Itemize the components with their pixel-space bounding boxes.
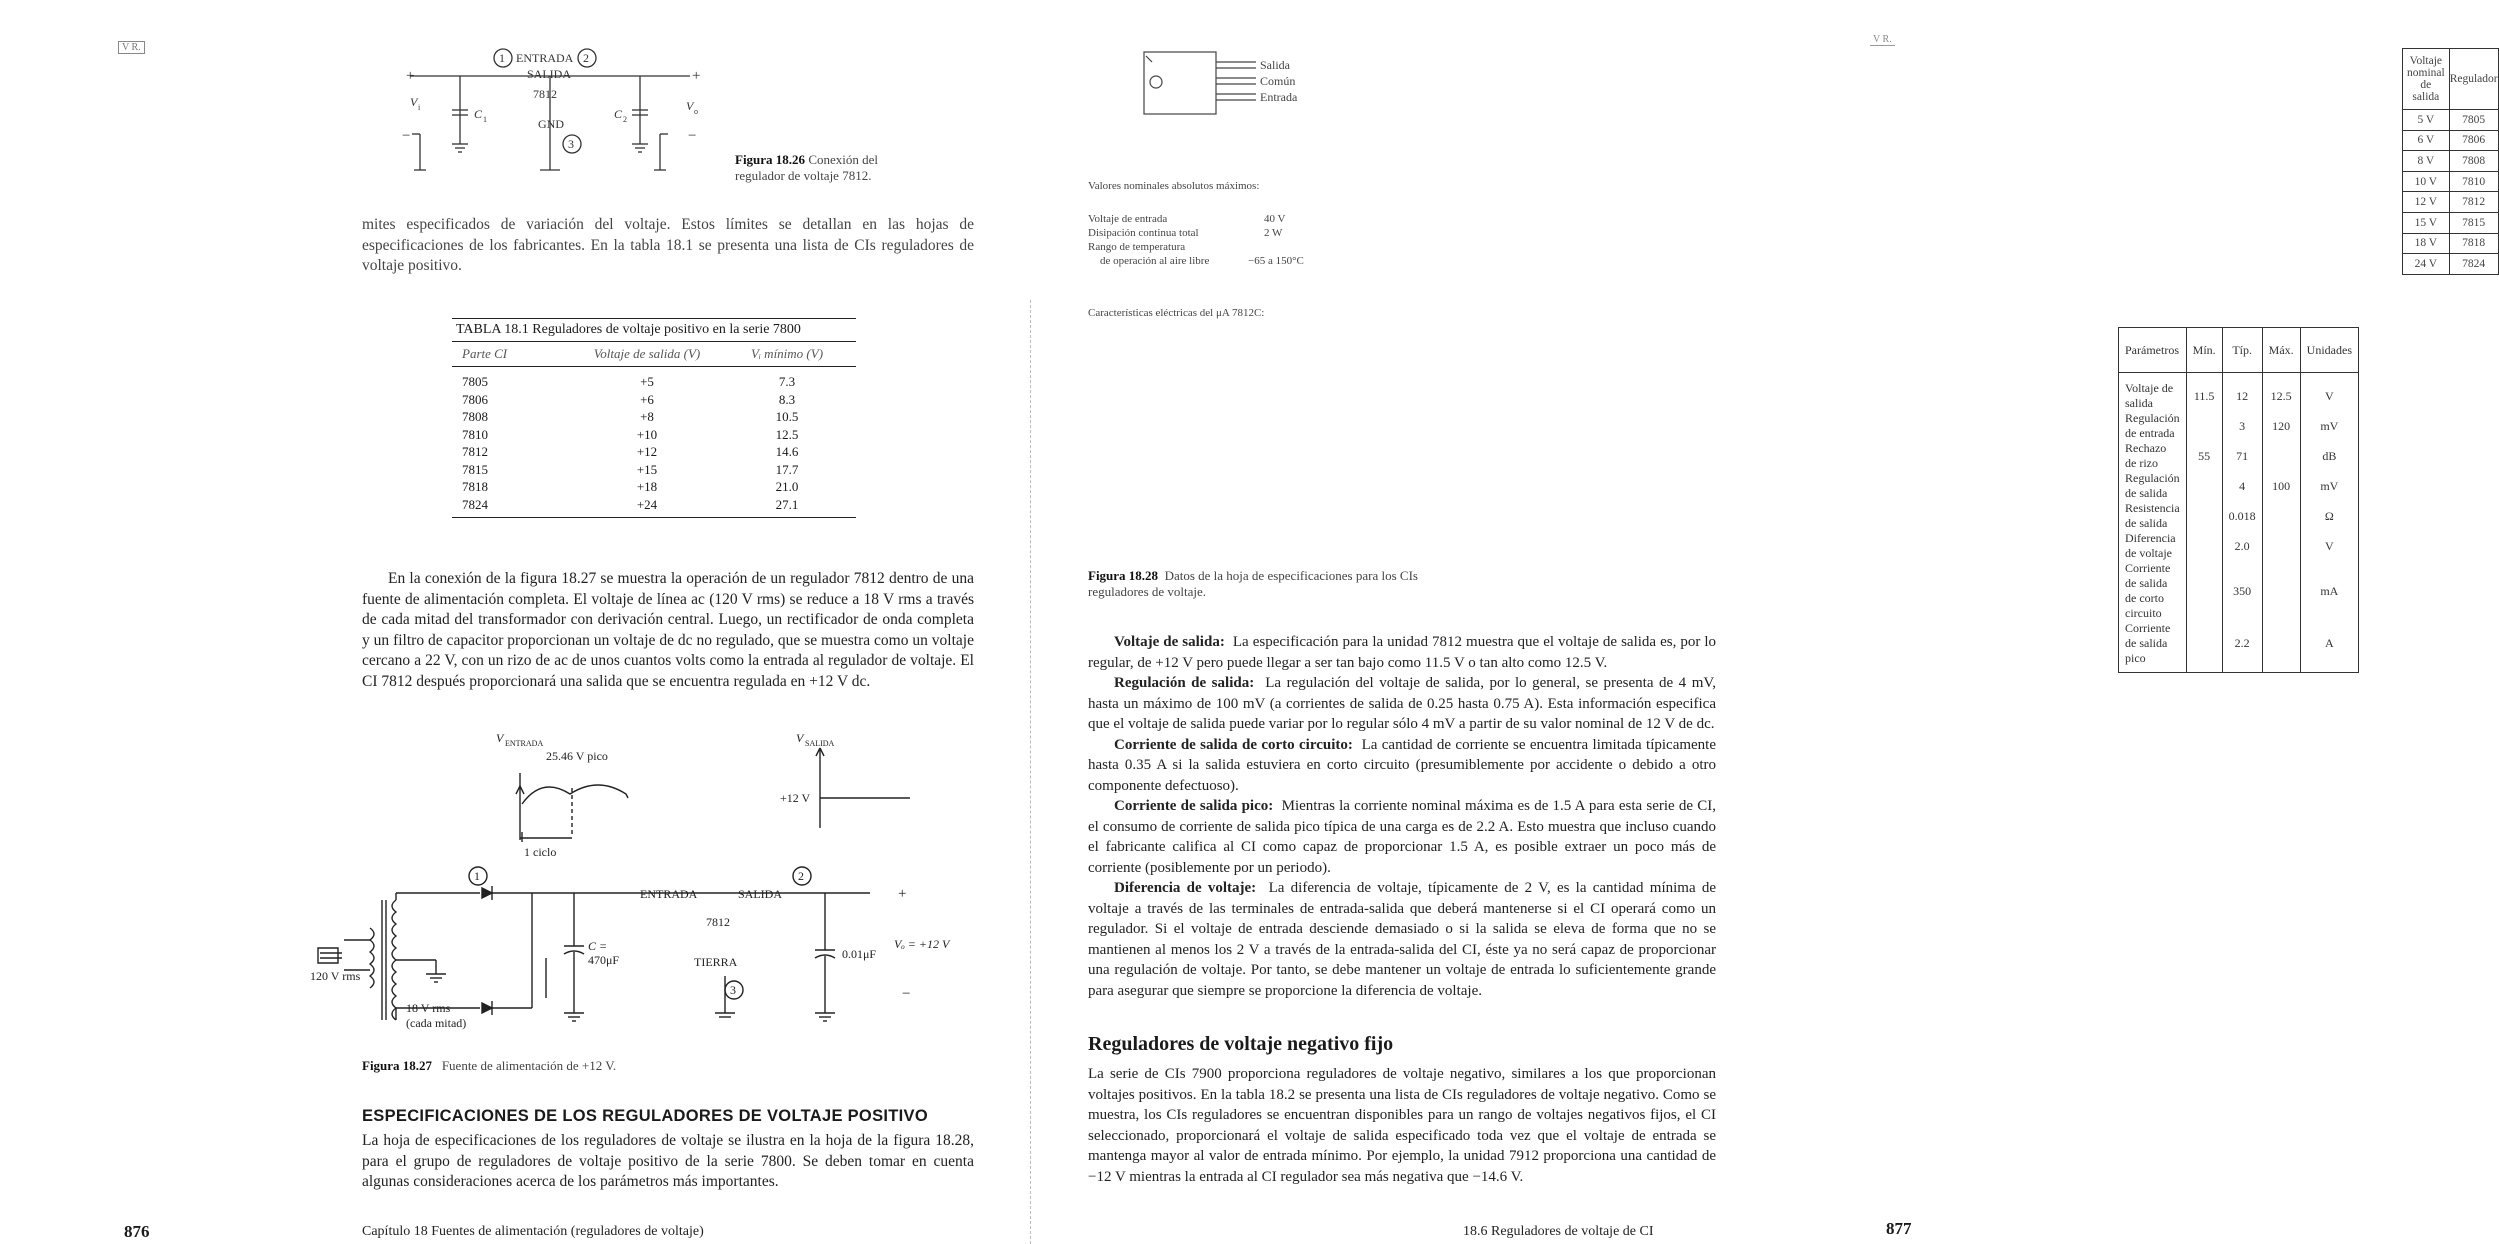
max-rating-row <box>1088 240 1338 254</box>
table-cell: 7818 <box>462 479 488 494</box>
table-header-row <box>2403 49 2499 110</box>
max-rating-label: Disipación continua total <box>1088 227 1199 239</box>
fig28-caption-text-2: reguladores de voltaje. <box>1088 584 1207 599</box>
table-cell: 12 V <box>2403 192 2450 213</box>
paragraph-fig-1827-description: En la conexión de la figura 18.27 se muestra la operación de un regulador 7812 dentro de una fuente de alimentación completa. El voltaje de línea ac (120 V rms) se reduce a 18 V rms a través de cada mitad del transformador con derivación central. Luego, un rectificador de onda completa y un filtro de capacitor proporcionan un voltaje de dc no regulado, que se muestra como un voltaje cercano a 22 V, con un rizo de ac de unos cuantos volts como la entrada al regulador de voltaje. El CI 7812 después proporcionará una salida que se encuentra regulada en +12 V dc. <box>362 570 974 690</box>
table-row <box>2403 151 2499 172</box>
table-cell: Resistencia de salida <box>2125 501 2180 530</box>
max-rating-label: Voltaje de entrada <box>1088 213 1168 225</box>
max-ratings-list <box>1088 212 1338 268</box>
table-cell: 7808 <box>462 409 488 424</box>
fig27-tierra: TIERRA <box>694 955 738 969</box>
table-header-cell: Voltaje de salida (V) <box>593 346 701 361</box>
table-row <box>2119 621 2359 673</box>
table-cell: 7824 <box>462 496 488 512</box>
corner-mark-text: V R. <box>118 41 145 54</box>
table-cell: 0.018 <box>2222 501 2262 531</box>
table-cell: 14.6 <box>775 444 799 459</box>
spec-items <box>1088 632 1716 1001</box>
corner-mark-text: V R. <box>1870 34 1895 46</box>
table-cell: +12 <box>636 444 658 459</box>
fig26-minus-left: − <box>402 128 411 144</box>
table-row <box>2403 254 2499 275</box>
fig27-vo: Vₒ = +12 V <box>894 937 950 951</box>
table-header-cell: Típ. <box>2222 328 2262 373</box>
table-cell: +8 <box>640 409 654 424</box>
table-cell: 7805 <box>2449 110 2498 131</box>
spec-item-text: La diferencia de voltaje, típicamente de 2 V, es la cantidad mínima de voltaje a través de las terminales de entrada-salida que deberá mantenerse si el CI operará como un regulador. Si el voltaje de entrada desciende demasiado o si la salida se eleva de forma que no se mantienen al menos los 2 V a través de la entrada-salida del CI, éste ya no será capaz de proporcionar una regulación de voltaje. Por tanto, se debe mantener un voltaje de entrada lo suficientemente grande para asegurar que siempre se proporcione la diferencia de voltaje. <box>1088 880 1716 999</box>
figure-18-27-caption <box>362 1058 762 1074</box>
fig27-cap1-a: C = <box>588 939 608 953</box>
figure-18-26-schematic <box>390 40 750 180</box>
table-row <box>2119 471 2359 501</box>
fig27-tierra-num: 3 <box>730 983 736 997</box>
spec-item-text: La cantidad de corriente se encuentra limitada típicamente hasta 0.35 A si la salida estuviera en corto circuito (presumiblemente por accidente o debido a otro componente defectuoso). <box>1088 736 1717 794</box>
fig26-ic-label: 7812 <box>533 87 557 101</box>
table-row <box>452 461 856 479</box>
table-cell: 17.7 <box>775 461 799 477</box>
fig26-vo-sub: o <box>694 107 698 116</box>
fig26-caption-label: Figura 18.26 <box>735 152 806 167</box>
table-cell: 120 <box>2262 411 2300 441</box>
table-header-cell: Voltaje nominal de salida <box>2403 49 2450 110</box>
table-cell: V <box>2300 531 2358 561</box>
fig28-caption-text-1: Datos de la hoja de especificaciones para los CIs <box>1164 568 1418 583</box>
fig26-entrada-num: 1 <box>499 51 505 65</box>
page-number-left: 876 <box>124 1222 150 1241</box>
fig27-sec-b: (cada mitad) <box>406 1016 467 1030</box>
running-head-right: 18.6 Reguladores de voltaje de CI <box>1463 1224 1654 1239</box>
spec-item-peak-current <box>1088 796 1716 878</box>
table-cell: 21.0 <box>775 479 799 494</box>
spec-item-term: Voltaje de salida: <box>1114 634 1225 650</box>
fig27-v-salida: V <box>796 731 804 745</box>
table-cell <box>2186 561 2222 621</box>
table-cell: 7810 <box>2449 171 2498 192</box>
fig27-entrada-num: 1 <box>474 869 480 883</box>
spec-item-short-circuit-current <box>1088 735 1716 797</box>
table-cell: 71 <box>2222 441 2262 471</box>
table-18-1 <box>452 318 856 518</box>
table-cell: 11.5 <box>2186 373 2222 412</box>
fig27-sec-a: 18 V rms <box>406 1001 451 1015</box>
table-row <box>452 373 856 391</box>
table-header-cell: Mín. <box>2186 328 2222 373</box>
fig26-caption-text-1: Conexión del <box>808 152 878 167</box>
table-row <box>452 426 856 444</box>
table-18-1-header <box>452 342 856 367</box>
fig26-minus-right: − <box>688 128 697 144</box>
max-rating-row <box>1088 226 1338 240</box>
table-cell <box>2186 501 2222 531</box>
table-row <box>452 443 856 461</box>
table-row <box>2403 233 2499 254</box>
fig27-salida: SALIDA <box>738 887 782 901</box>
table-cell: 12.5 <box>2262 373 2300 412</box>
spec-item-dropout <box>1088 878 1716 1001</box>
spec-item-output-regulation <box>1088 673 1716 735</box>
table-header-cell: Unidades <box>2300 328 2358 373</box>
table-cell <box>2186 621 2222 673</box>
table-cell: Corriente de salida de corto circuito <box>2125 561 2171 620</box>
fig26-vi-sub: i <box>418 103 421 112</box>
table-cell: 7824 <box>2449 254 2498 275</box>
table-row <box>2119 441 2359 471</box>
max-rating-row <box>1088 212 1338 226</box>
table-cell: Ω <box>2300 501 2358 531</box>
table-cell: Rechazo de rizo <box>2125 441 2167 470</box>
table-cell <box>2262 621 2300 673</box>
fig26-gnd-label: GND <box>538 117 564 131</box>
table-cell <box>2262 561 2300 621</box>
max-rating-label: de operación al aire libre <box>1100 255 1210 267</box>
table-18-1-body <box>452 367 856 518</box>
table-cell: +5 <box>640 374 654 389</box>
fig26-caption-text-2: regulador de voltaje 7812. <box>735 168 872 183</box>
table-row <box>2403 171 2499 192</box>
fig26-plus-left: + <box>406 68 415 84</box>
table-cell: 7815 <box>462 461 488 477</box>
table-row <box>2403 130 2499 151</box>
spec-item-text: La especificación para la unidad 7812 muestra que el voltaje de salida es, por lo regular, de +12 V pero puede llegar a ser tan bajo como 11.5 V o tan alto como 12.5 V. <box>1088 634 1717 671</box>
fig27-caption-text: Fuente de alimentación de +12 V. <box>441 1058 617 1073</box>
fig26-entrada-label: ENTRADA <box>516 51 574 65</box>
figure-18-26-caption <box>735 152 935 184</box>
fig26-salida-num: 2 <box>583 51 589 65</box>
table-cell: 7818 <box>2449 233 2498 254</box>
table-row <box>452 408 856 426</box>
fig27-cycle: 1 ciclo <box>524 845 557 859</box>
table-row <box>2403 110 2499 131</box>
table-row <box>2119 531 2359 561</box>
package-salida: Salida <box>1260 58 1290 72</box>
fig26-c1-sub: 1 <box>483 115 487 124</box>
fig27-cap2: 0.01μF <box>842 947 877 961</box>
table-cell: 10 V <box>2403 171 2450 192</box>
table-cell: 7805 <box>462 374 488 389</box>
table-cell: 7806 <box>2449 130 2498 151</box>
table-header-row <box>2119 328 2359 373</box>
fig26-salida-label: SALIDA <box>527 67 571 81</box>
section-heading-specs: ESPECIFICACIONES DE LOS REGULADORES DE VOLTAJE POSITIVO <box>362 1107 928 1125</box>
table-cell: 10.5 <box>775 409 799 424</box>
table-cell: +24 <box>636 496 658 512</box>
table-cell: 4 <box>2222 471 2262 501</box>
table-cell: 24 V <box>2403 254 2450 275</box>
spec-item-output-voltage <box>1088 632 1716 673</box>
table-row <box>2119 373 2359 412</box>
table-cell: 8.3 <box>778 391 796 407</box>
fig26-c2: C <box>614 107 623 121</box>
table-cell: 7812 <box>2449 192 2498 213</box>
table-cell: 55 <box>2186 441 2222 471</box>
fig26-c1: C <box>474 107 483 121</box>
table-row <box>452 496 856 514</box>
table-cell: +15 <box>636 461 658 477</box>
corner-mark-right <box>1870 34 1895 45</box>
max-ratings-title: Valores nominales absolutos máximos: <box>1088 180 1260 192</box>
fig27-caption-label: Figura 18.27 <box>362 1058 433 1073</box>
fig26-vo: V <box>686 99 694 113</box>
table-cell <box>2186 531 2222 561</box>
page-number-right: 877 <box>1886 1219 1912 1238</box>
fig26-plus-right: + <box>692 68 701 84</box>
table-row <box>2403 192 2499 213</box>
table-cell: 8 V <box>2403 151 2450 172</box>
paragraph-limits: mites especificados de variación del voltaje. Estos límites se detallan en las hojas de especificaciones de los fabricantes. En la tabla 18.1 se presenta una lista de CIs reguladores de voltaje positivo. <box>362 216 974 274</box>
table-header-cell: Vᵢ mínimo (V) <box>750 346 824 361</box>
table-cell: Regulación de salida <box>2125 471 2180 500</box>
table-cell <box>2262 441 2300 471</box>
spec-item-term: Regulación de salida: <box>1114 675 1255 691</box>
max-rating-row <box>1088 254 1338 268</box>
table-cell: 7806 <box>462 391 488 407</box>
running-head-left: Capítulo 18 Fuentes de alimentación (reguladores de voltaje) <box>362 1224 704 1239</box>
electrical-characteristics-title: Características eléctricas del μA 7812C: <box>1088 307 1265 319</box>
fig27-peak: 25.46 V pico <box>546 749 608 763</box>
table-row <box>2119 411 2359 441</box>
table-cell: 7812 <box>462 444 488 459</box>
fig27-ic: 7812 <box>706 915 730 929</box>
table-18-1-title: TABLA 18.1 Reguladores de voltaje positivo en la serie 7800 <box>452 318 856 342</box>
fig27-minus: − <box>902 986 911 1002</box>
fig27-entrada: ENTRADA <box>640 887 698 901</box>
table-cell: 6 V <box>2403 130 2450 151</box>
table-header-cell: Máx. <box>2262 328 2300 373</box>
voltage-regulator-table <box>2402 48 2499 275</box>
fig27-v-entrada-sub: ENTRADA <box>505 739 544 748</box>
regulator-package-drawing <box>1142 50 1342 120</box>
spec-table-18-28 <box>2118 327 2359 673</box>
table-cell: 100 <box>2262 471 2300 501</box>
table-cell: Corriente de salida pico <box>2125 621 2171 665</box>
table-cell <box>2186 411 2222 441</box>
table-header-cell: Regulador <box>2449 49 2498 110</box>
table-cell: 2.0 <box>2222 531 2262 561</box>
fig27-v-salida-sub: SALIDA <box>805 739 835 748</box>
table-cell: 5 V <box>2403 110 2450 131</box>
table-cell: mA <box>2300 561 2358 621</box>
corner-mark-left <box>118 42 145 53</box>
paragraph-negative-regulators: La serie de CIs 7900 proporciona reguladores de voltaje negativo, similares a los que proporcionan voltajes positivos. En la tabla 18.2 se presenta una lista de CIs reguladores de voltaje negativo. Como se muestra, los CIs reguladores se encuentran disponibles para un rango de voltajes negativos fijos, el CI seleccionado, proporcionará el voltaje de salida especificado toda vez que el voltaje de entrada se mantenga mayor al valor de entrada mínimo. Por ejemplo, la unidad 7912 proporciona una cantidad de −12 V mientras la entrada al CI regulador sea más negativa que −14.6 V. <box>1088 1066 1716 1185</box>
table-cell: 18 V <box>2403 233 2450 254</box>
spec-item-text: Mientras la corriente nominal máxima es de 1.5 A para esta serie de CI, el consumo de corriente de salida pico típica de una carga es de 2.2 A. Esto muestra que incluso cuando el fabricante califica al CI como capaz de proporcionar 1.5 A, es posible extraer un poco más de corriente (posiblemente por un periodo). <box>1088 798 1716 876</box>
table-cell: Regulación de entrada <box>2125 411 2180 440</box>
table-cell: V <box>2300 373 2358 412</box>
table-cell: 2.2 <box>2222 621 2262 673</box>
table-cell: 3 <box>2222 411 2262 441</box>
table-cell: 350 <box>2222 561 2262 621</box>
fig27-v-entrada: V <box>496 731 504 745</box>
spec-item-term: Diferencia de voltaje: <box>1114 880 1257 896</box>
fig27-salida-num: 2 <box>798 869 804 883</box>
figure-18-27-schematic <box>310 728 990 1038</box>
table-header-cell: Parámetros <box>2119 328 2187 373</box>
table-cell: mV <box>2300 411 2358 441</box>
table-cell <box>2262 501 2300 531</box>
table-cell: +10 <box>636 426 658 442</box>
paragraph-spec-intro: La hoja de especificaciones de los reguladores de voltaje se ilustra en la hoja de la figura 18.28, para el grupo de reguladores de voltaje positivo de la serie 7800. Se deben tomar en cuenta algunas consideraciones acerca de los parámetros más importantes. <box>362 1132 974 1190</box>
table-row <box>452 478 856 496</box>
max-rating-value: 2 W <box>1264 227 1283 239</box>
fig26-c2-sub: 2 <box>623 115 627 124</box>
table-row <box>2403 212 2499 233</box>
table-cell: Diferencia de voltaje <box>2125 531 2176 560</box>
package-entrada: Entrada <box>1260 90 1298 104</box>
max-rating-value: −65 a 150°C <box>1248 255 1304 267</box>
table-row <box>2119 501 2359 531</box>
table-cell: 7808 <box>2449 151 2498 172</box>
table-cell <box>2186 471 2222 501</box>
table-cell: +6 <box>640 391 654 407</box>
table-row <box>452 391 856 409</box>
section-heading-negative: Reguladores de voltaje negativo fijo <box>1088 1033 1394 1055</box>
right-page <box>1030 0 2498 1244</box>
table-cell: 7815 <box>2449 212 2498 233</box>
table-cell <box>2262 531 2300 561</box>
table-cell: 7.3 <box>778 374 796 389</box>
table-cell: Voltaje de salida <box>2125 381 2174 410</box>
spec-item-term: Corriente de salida pico: <box>1114 798 1274 814</box>
table-row <box>2119 561 2359 621</box>
spec-item-term: Corriente de salida de corto circuito: <box>1114 736 1353 753</box>
left-page <box>0 0 1030 1244</box>
fig26-vi: V <box>410 95 418 109</box>
table-cell: +18 <box>636 479 658 494</box>
package-comun: Común <box>1260 74 1296 88</box>
fig28-caption-label: Figura 18.28 <box>1088 568 1159 583</box>
table-cell: A <box>2300 621 2358 673</box>
table-cell: 7810 <box>462 426 488 442</box>
table-cell: dB <box>2300 441 2358 471</box>
fig26-gnd-num: 3 <box>568 137 574 151</box>
table-cell: 12 <box>2222 373 2262 412</box>
table-cell: mV <box>2300 471 2358 501</box>
fig27-cap1-b: 470μF <box>588 953 620 967</box>
table-header-cell: Parte CI <box>462 346 508 361</box>
max-rating-value: 40 V <box>1264 213 1286 225</box>
max-rating-label: Rango de temperatura <box>1088 241 1186 253</box>
table-cell: 27.1 <box>775 496 799 512</box>
fig27-plus12: +12 V <box>780 791 811 805</box>
table-cell: 15 V <box>2403 212 2450 233</box>
figure-18-28-caption <box>1088 568 1508 600</box>
spec-item-text: La regulación del voltaje de salida, por lo general, se presenta de 4 mV, hasta un máximo de 100 mV (a corrientes de salida de 0.25 hasta 0.75 A). Esta información especifica que el voltaje de salida puede variar por lo regular sólo 4 mV a partir de su valor nominal de 12 V de dc. <box>1088 675 1717 732</box>
table-cell: 12.5 <box>775 426 799 442</box>
fig27-line: 120 V rms <box>310 969 361 983</box>
fig27-plus: + <box>898 886 907 902</box>
